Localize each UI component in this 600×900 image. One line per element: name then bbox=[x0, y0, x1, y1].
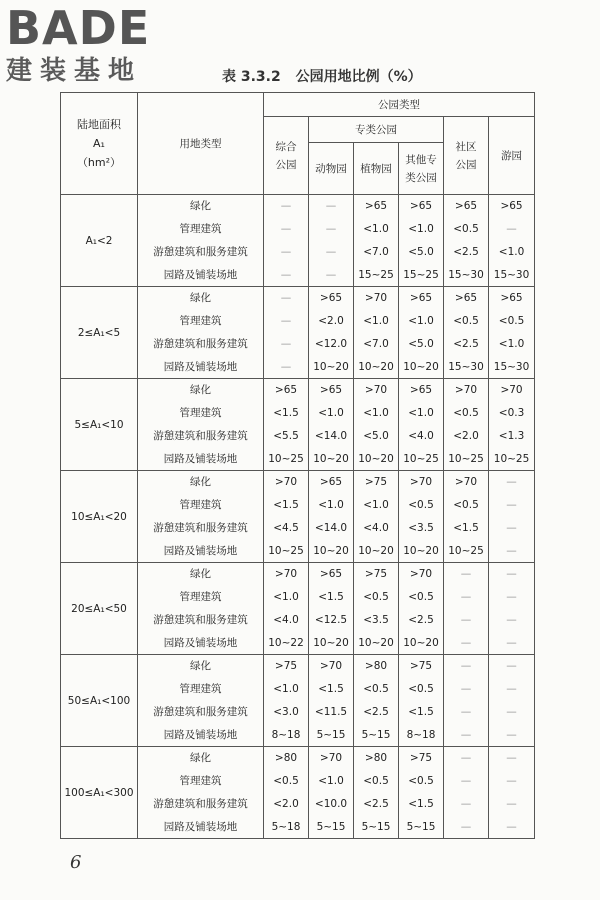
table-caption bbox=[222, 66, 432, 86]
area-range-cell: 50≤A₁<100 bbox=[61, 655, 138, 747]
ratio-value: >80 bbox=[364, 752, 388, 765]
ratio-value: 10~25 bbox=[448, 544, 484, 557]
value-cell bbox=[444, 563, 489, 655]
value-cell bbox=[444, 287, 489, 379]
table-row-group bbox=[61, 195, 535, 287]
land-type-cell bbox=[138, 655, 264, 747]
ratio-value: >75 bbox=[274, 660, 298, 673]
ratio-value: <2.0 bbox=[453, 429, 479, 442]
zoo-header: 动物园 bbox=[309, 143, 354, 195]
ratio-value: >75 bbox=[409, 660, 433, 673]
ratio-value: — bbox=[280, 337, 292, 350]
header-line: 公园 bbox=[455, 158, 477, 171]
ratio-value: <1.0 bbox=[363, 223, 389, 236]
value-cell bbox=[444, 379, 489, 471]
value-cell bbox=[399, 287, 444, 379]
ratio-value: — bbox=[280, 268, 292, 281]
ratio-value: <1.0 bbox=[318, 499, 344, 512]
ratio-value: <3.0 bbox=[273, 705, 299, 718]
ratio-value: >75 bbox=[364, 476, 388, 489]
ratio-value: <2.5 bbox=[453, 245, 479, 258]
brand-logo bbox=[6, 1, 186, 86]
value-cell bbox=[354, 471, 399, 563]
land-type-label: 园路及铺装场地 bbox=[163, 820, 238, 833]
land-type-label: 管理建筑 bbox=[179, 775, 222, 788]
table-row-group bbox=[61, 471, 535, 563]
header-line: 社区 bbox=[455, 140, 477, 153]
land-type-cell bbox=[138, 379, 264, 471]
ratio-value: <10.0 bbox=[314, 797, 348, 810]
area-range-cell: 20≤A₁<50 bbox=[61, 563, 138, 655]
value-cell bbox=[489, 379, 535, 471]
ratio-value: <3.5 bbox=[363, 613, 389, 626]
ratio-value: <0.5 bbox=[453, 407, 479, 420]
area-header bbox=[61, 93, 138, 195]
ratio-value: — bbox=[460, 591, 472, 604]
ratio-value: 10~25 bbox=[493, 452, 530, 465]
ratio-value: <0.5 bbox=[273, 775, 299, 788]
ratio-value: 15~30 bbox=[448, 360, 484, 373]
ratio-value: — bbox=[460, 613, 472, 626]
ratio-value: 10~22 bbox=[268, 636, 304, 649]
ratio-value: >65 bbox=[364, 200, 388, 213]
park-land-ratio-table bbox=[60, 92, 535, 839]
land-type-label: 游憩建筑和服务建筑 bbox=[153, 613, 248, 626]
ratio-value: — bbox=[460, 568, 472, 581]
ratio-value: 5~15 bbox=[361, 820, 391, 833]
ratio-value: — bbox=[460, 820, 472, 833]
value-cell bbox=[354, 287, 399, 379]
ratio-value: <0.3 bbox=[498, 407, 525, 420]
ratio-value: <1.0 bbox=[318, 407, 344, 420]
value-cell bbox=[264, 195, 309, 287]
ratio-value: 8~18 bbox=[406, 728, 436, 741]
land-type-label: 管理建筑 bbox=[179, 683, 222, 696]
land-type-label: 管理建筑 bbox=[179, 407, 222, 420]
ratio-value: >65 bbox=[274, 384, 298, 397]
ratio-value: — bbox=[460, 636, 472, 649]
value-cell bbox=[489, 471, 535, 563]
value-cell bbox=[489, 287, 535, 379]
ratio-value: — bbox=[506, 591, 517, 604]
header-line: 类公园 bbox=[405, 171, 437, 184]
ratio-value: 10~20 bbox=[313, 360, 349, 373]
garden-header: 游园 bbox=[489, 117, 535, 195]
land-type-label: 游憩建筑和服务建筑 bbox=[153, 705, 248, 718]
ratio-value: <1.5 bbox=[453, 521, 479, 534]
ratio-value: <0.5 bbox=[453, 315, 479, 328]
ratio-value: <3.5 bbox=[408, 521, 434, 534]
ratio-value: — bbox=[506, 775, 517, 788]
ratio-value: 10~25 bbox=[403, 452, 439, 465]
header-line: 公园 bbox=[275, 158, 297, 171]
ratio-value: <1.0 bbox=[273, 591, 299, 604]
land-type-cell bbox=[138, 195, 264, 287]
ratio-value: — bbox=[506, 223, 517, 236]
value-cell bbox=[444, 471, 489, 563]
ratio-value: <1.0 bbox=[363, 315, 389, 328]
ratio-value: >65 bbox=[319, 476, 343, 489]
land-type-label: 游憩建筑和服务建筑 bbox=[153, 245, 248, 258]
ratio-value: — bbox=[506, 683, 517, 696]
value-cell bbox=[264, 655, 309, 747]
ratio-value: — bbox=[460, 797, 472, 810]
area-header-line: A₁ bbox=[93, 137, 105, 150]
ratio-value: 5~15 bbox=[361, 728, 391, 741]
ratio-value: <0.5 bbox=[498, 315, 525, 328]
ratio-value: 5~15 bbox=[406, 820, 436, 833]
table-title: 公园用地比例（%） bbox=[295, 69, 422, 85]
ratio-value: <1.0 bbox=[273, 683, 299, 696]
ratio-value: >80 bbox=[364, 660, 388, 673]
ratio-value: 10~20 bbox=[313, 636, 349, 649]
ratio-value: >75 bbox=[409, 752, 433, 765]
area-header-line: （hm²） bbox=[76, 156, 122, 169]
value-cell bbox=[309, 287, 354, 379]
ratio-value: <4.0 bbox=[273, 613, 299, 626]
ratio-value: — bbox=[506, 568, 517, 581]
value-cell bbox=[354, 747, 399, 839]
ratio-value: — bbox=[506, 521, 517, 534]
ratio-value: <7.0 bbox=[363, 245, 389, 258]
value-cell bbox=[399, 563, 444, 655]
land-type-label: 绿化 bbox=[190, 200, 211, 213]
ratio-value: >65 bbox=[409, 292, 433, 305]
ratio-value: 5~18 bbox=[271, 820, 301, 833]
ratio-value: 15~25 bbox=[358, 268, 394, 281]
ratio-value: <2.0 bbox=[273, 797, 299, 810]
ratio-value: — bbox=[280, 360, 292, 373]
ratio-value: <0.5 bbox=[408, 775, 434, 788]
table-row-group bbox=[61, 563, 535, 655]
logo-chinese-text: 建装基地 bbox=[6, 56, 143, 86]
value-cell bbox=[309, 563, 354, 655]
ratio-value: >70 bbox=[364, 384, 388, 397]
land-type-label: 绿化 bbox=[190, 292, 211, 305]
ratio-value: 10~20 bbox=[313, 544, 349, 557]
land-type-label: 游憩建筑和服务建筑 bbox=[153, 337, 248, 350]
ratio-value: <1.0 bbox=[363, 407, 389, 420]
ratio-value: — bbox=[460, 660, 472, 673]
header-line: 综合 bbox=[275, 140, 297, 153]
ratio-value: <1.0 bbox=[363, 499, 389, 512]
area-range-cell: 100≤A₁<300 bbox=[61, 747, 138, 839]
area-range-cell: 5≤A₁<10 bbox=[61, 379, 138, 471]
ratio-value: >65 bbox=[454, 200, 478, 213]
ratio-value: <1.0 bbox=[408, 407, 434, 420]
ratio-value: >65 bbox=[409, 200, 433, 213]
ratio-value: 15~30 bbox=[448, 268, 484, 281]
value-cell bbox=[444, 195, 489, 287]
ratio-value: >70 bbox=[364, 292, 388, 305]
table-row-group bbox=[61, 287, 535, 379]
ratio-value: >70 bbox=[319, 752, 343, 765]
land-type-label: 游憩建筑和服务建筑 bbox=[153, 429, 248, 442]
ratio-value: <2.5 bbox=[363, 797, 389, 810]
ratio-value: <5.0 bbox=[408, 245, 434, 258]
ratio-value: <12.5 bbox=[314, 613, 348, 626]
land-type-label: 园路及铺装场地 bbox=[163, 360, 238, 373]
ratio-value: — bbox=[506, 705, 517, 718]
ratio-value: <1.5 bbox=[408, 705, 434, 718]
value-cell bbox=[309, 655, 354, 747]
ratio-value: 10~20 bbox=[403, 544, 439, 557]
ratio-value: <1.0 bbox=[498, 337, 525, 350]
value-cell bbox=[309, 195, 354, 287]
land-type-label: 游憩建筑和服务建筑 bbox=[153, 521, 248, 534]
ratio-value: >65 bbox=[319, 384, 343, 397]
value-cell bbox=[399, 655, 444, 747]
ratio-value: — bbox=[460, 683, 472, 696]
value-cell bbox=[309, 471, 354, 563]
land-type-label: 绿化 bbox=[190, 476, 211, 489]
ratio-value: <4.0 bbox=[363, 521, 389, 534]
ratio-value: <1.0 bbox=[408, 315, 434, 328]
ratio-value: >70 bbox=[274, 568, 298, 581]
ratio-value: — bbox=[325, 245, 337, 258]
ratio-value: >70 bbox=[500, 384, 523, 397]
value-cell bbox=[354, 379, 399, 471]
ratio-value: >70 bbox=[454, 384, 478, 397]
ratio-value: — bbox=[460, 705, 472, 718]
ratio-value: <14.0 bbox=[314, 429, 348, 442]
land-type-label: 绿化 bbox=[190, 752, 211, 765]
logo-latin-text: BADE bbox=[6, 1, 151, 55]
ratio-value: — bbox=[506, 752, 517, 765]
ratio-value: <2.5 bbox=[408, 613, 434, 626]
table-row-group bbox=[61, 747, 535, 839]
value-cell bbox=[399, 471, 444, 563]
ratio-value: >70 bbox=[319, 660, 343, 673]
value-cell bbox=[489, 655, 535, 747]
header-line: 其他专 bbox=[405, 153, 437, 166]
ratio-value: >70 bbox=[454, 476, 478, 489]
value-cell bbox=[399, 747, 444, 839]
value-cell bbox=[444, 747, 489, 839]
land-type-label: 绿化 bbox=[190, 568, 211, 581]
ratio-value: <0.5 bbox=[408, 591, 434, 604]
value-cell bbox=[264, 471, 309, 563]
ratio-value: — bbox=[325, 200, 337, 213]
ratio-value: <2.5 bbox=[453, 337, 479, 350]
ratio-value: 5~15 bbox=[316, 728, 346, 741]
ratio-value: 10~20 bbox=[403, 636, 439, 649]
ratio-value: <1.5 bbox=[318, 591, 344, 604]
land-type-cell bbox=[138, 471, 264, 563]
ratio-value: — bbox=[506, 797, 517, 810]
ratio-value: — bbox=[506, 544, 517, 557]
ratio-value: <2.5 bbox=[363, 705, 389, 718]
land-type-label: 管理建筑 bbox=[179, 499, 222, 512]
land-type-label: 园路及铺装场地 bbox=[163, 268, 238, 281]
ratio-value: <1.0 bbox=[408, 223, 434, 236]
land-type-label: 绿化 bbox=[190, 384, 211, 397]
land-type-label: 管理建筑 bbox=[179, 223, 222, 236]
ratio-value: — bbox=[280, 315, 292, 328]
ratio-value: >65 bbox=[454, 292, 478, 305]
ratio-value: — bbox=[506, 660, 517, 673]
ratio-value: >70 bbox=[409, 476, 433, 489]
ratio-value: <1.3 bbox=[498, 429, 525, 442]
botanical-header: 植物园 bbox=[354, 143, 399, 195]
ratio-value: — bbox=[506, 613, 517, 626]
ratio-value: <1.0 bbox=[318, 775, 344, 788]
land-type-cell bbox=[138, 747, 264, 839]
ratio-value: >65 bbox=[500, 292, 523, 305]
area-range-cell: A₁<2 bbox=[61, 195, 138, 287]
ratio-value: >75 bbox=[364, 568, 388, 581]
ratio-value: <14.0 bbox=[314, 521, 348, 534]
value-cell bbox=[264, 747, 309, 839]
ratio-value: >65 bbox=[319, 568, 343, 581]
page-number: 6 bbox=[70, 852, 82, 873]
community-park-header bbox=[444, 117, 489, 195]
ratio-value: 10~20 bbox=[358, 636, 394, 649]
ratio-value: 10~20 bbox=[313, 452, 349, 465]
land-type-label: 园路及铺装场地 bbox=[163, 728, 238, 741]
special-park-header: 专类公园 bbox=[309, 117, 444, 143]
ratio-value: <1.5 bbox=[318, 683, 344, 696]
ratio-value: <4.0 bbox=[408, 429, 434, 442]
ratio-value: <2.0 bbox=[318, 315, 344, 328]
area-header-line: 陆地面积 bbox=[77, 118, 121, 131]
ratio-value: — bbox=[280, 223, 292, 236]
ratio-value: 15~30 bbox=[493, 268, 530, 281]
ratio-value: >65 bbox=[409, 384, 433, 397]
ratio-value: 15~30 bbox=[493, 360, 530, 373]
ratio-value: <1.5 bbox=[408, 797, 434, 810]
land-type-label: 园路及铺装场地 bbox=[163, 636, 238, 649]
ratio-value: <4.5 bbox=[273, 521, 299, 534]
comprehensive-park-header bbox=[264, 117, 309, 195]
ratio-value: <0.5 bbox=[408, 683, 434, 696]
land-type-cell bbox=[138, 287, 264, 379]
land-type-label: 游憩建筑和服务建筑 bbox=[153, 797, 248, 810]
ratio-value: — bbox=[280, 245, 292, 258]
ratio-value: 10~20 bbox=[403, 360, 439, 373]
ratio-value: 10~25 bbox=[268, 452, 304, 465]
land-type-label: 管理建筑 bbox=[179, 591, 222, 604]
ratio-value: — bbox=[506, 476, 517, 489]
value-cell bbox=[399, 379, 444, 471]
ratio-value: >65 bbox=[319, 292, 343, 305]
ratio-value: 10~20 bbox=[358, 544, 394, 557]
ratio-value: <0.5 bbox=[363, 775, 389, 788]
value-cell bbox=[489, 563, 535, 655]
ratio-value: — bbox=[506, 636, 517, 649]
ratio-value: — bbox=[506, 820, 517, 833]
land-type-label: 绿化 bbox=[190, 660, 211, 673]
ratio-value: <12.0 bbox=[314, 337, 348, 350]
value-cell bbox=[444, 655, 489, 747]
value-cell bbox=[399, 195, 444, 287]
ratio-value: >80 bbox=[274, 752, 298, 765]
ratio-value: <0.5 bbox=[453, 223, 479, 236]
land-type-label: 管理建筑 bbox=[179, 315, 222, 328]
ratio-value: — bbox=[280, 200, 292, 213]
ratio-value: 10~20 bbox=[358, 452, 394, 465]
value-cell bbox=[264, 379, 309, 471]
ratio-value: — bbox=[506, 499, 517, 512]
ratio-value: <0.5 bbox=[363, 591, 389, 604]
ratio-value: — bbox=[325, 268, 337, 281]
area-range-cell: 2≤A₁<5 bbox=[61, 287, 138, 379]
ratio-value: <5.5 bbox=[273, 429, 299, 442]
ratio-value: <1.5 bbox=[273, 499, 299, 512]
ratio-value: <0.5 bbox=[363, 683, 389, 696]
value-cell bbox=[309, 379, 354, 471]
land-type-label: 园路及铺装场地 bbox=[163, 452, 238, 465]
ratio-value: 8~18 bbox=[271, 728, 301, 741]
ratio-value: <11.5 bbox=[314, 705, 348, 718]
value-cell bbox=[489, 747, 535, 839]
table-row-group bbox=[61, 379, 535, 471]
area-range-cell: 10≤A₁<20 bbox=[61, 471, 138, 563]
value-cell bbox=[264, 563, 309, 655]
ratio-value: >65 bbox=[500, 200, 523, 213]
other-special-header bbox=[399, 143, 444, 195]
ratio-value: 10~20 bbox=[358, 360, 394, 373]
ratio-value: <5.0 bbox=[408, 337, 434, 350]
ratio-value: 15~25 bbox=[403, 268, 439, 281]
land-type-header: 用地类型 bbox=[138, 93, 264, 195]
value-cell bbox=[264, 287, 309, 379]
ratio-value: >70 bbox=[274, 476, 298, 489]
ratio-value: <1.5 bbox=[273, 407, 299, 420]
value-cell bbox=[354, 195, 399, 287]
ratio-value: 5~15 bbox=[316, 820, 346, 833]
ratio-value: <1.0 bbox=[498, 245, 525, 258]
ratio-value: <5.0 bbox=[363, 429, 389, 442]
table-row-group bbox=[61, 655, 535, 747]
table-body bbox=[61, 195, 535, 839]
value-cell bbox=[354, 655, 399, 747]
ratio-value: — bbox=[280, 292, 292, 305]
ratio-value: <0.5 bbox=[453, 499, 479, 512]
ratio-value: <7.0 bbox=[363, 337, 389, 350]
value-cell bbox=[309, 747, 354, 839]
table-number: 表 3.3.2 bbox=[222, 69, 281, 85]
ratio-value: — bbox=[325, 223, 337, 236]
value-cell bbox=[489, 195, 535, 287]
land-type-label: 园路及铺装场地 bbox=[163, 544, 238, 557]
ratio-value: 10~25 bbox=[448, 452, 484, 465]
ratio-value: — bbox=[506, 728, 517, 741]
ratio-value: >70 bbox=[409, 568, 433, 581]
ratio-value: — bbox=[460, 752, 472, 765]
ratio-value: — bbox=[460, 728, 472, 741]
park-type-header: 公园类型 bbox=[264, 93, 535, 117]
value-cell bbox=[354, 563, 399, 655]
ratio-value: — bbox=[460, 775, 472, 788]
ratio-value: 10~25 bbox=[268, 544, 304, 557]
land-type-cell bbox=[138, 563, 264, 655]
ratio-value: <0.5 bbox=[408, 499, 434, 512]
